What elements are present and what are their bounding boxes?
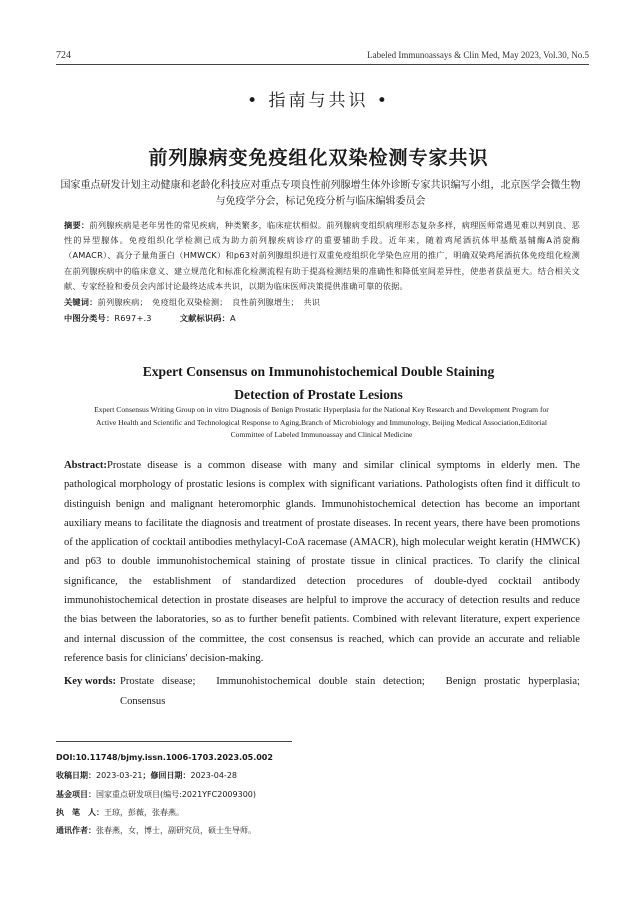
chinese-keywords (64, 294, 580, 310)
fund-value: 国家重点研发项目(编号:2021YFC2009300) (96, 789, 256, 799)
corresponding-value: 张春燕，女，博士，副研究员，硕士生导师。 (96, 826, 256, 836)
clc-label: 中图分类号： (64, 313, 115, 324)
chinese-abstract (64, 218, 580, 294)
chinese-abstract-text: 前列腺疾病是老年男性的常见疾病，种类繁多，临床症状相似。前列腺病变组织病理形态复杂多样，病理医师常遇见难以判别良、恶性的异型腺体。免疫组织化学检测已成为助力前列腺疾病诊疗的重要辅助手段。近年来，随着鸡尾酒抗体甲基酰基辅酶A消旋酶（AMACR）、高分子量角蛋白（HMWCK）和p63对前列腺组织进行双重免疫组织化学染色应用的推广，明确双染鸡尾酒抗体免疫组化检测在前列腺疾病中的临床意义、建立规范化和标准化检测流程有助于提高检测结果的准确性和降低室间差异性，使患者获益更大。结合相关文献、专家经验和委员会内部讨论最终达成本共识，以期为临床医师决策提供准确可靠的依据。 (64, 220, 580, 291)
section-tag: • 指南与共识 • (247, 91, 390, 111)
received-label: 收稿日期： (56, 771, 96, 781)
journal-running-header: Labeled Immunoassays & Clin Med, May 2023, Vol.30, No.5 (367, 50, 589, 60)
english-keywords-text: Prostate disease; Immunohistochemical double stain detection; Benign prostatic hyperplasia; Consensus (120, 676, 591, 707)
writers-line (56, 804, 273, 822)
footnotes (56, 749, 273, 840)
page-number: 724 (56, 50, 71, 61)
footnote-rule (56, 741, 292, 742)
clc-value: R697+.3 (114, 313, 152, 324)
fund-label: 基金项目： (56, 789, 96, 799)
english-abstract-text: Prostate disease is a common disease with many and similar clinical symptoms in elderly men. The pathological morphology of prostatic lesions is complex with significant variations. Pathologists often find it difficult to distinguish benign and malignant heteromorphic glands. Immunohistochemical detection has become an important auxiliary means to facilitate the diagnosis and treatment of prostate diseases. In recent years, there have been promotions of the application of cocktail antibodies methylacyl-CoA racemase (AMACR), high molecular weight keratin (HMWCK) and p63 to double immunohistochemical staining of prostate tissue in clinical practices. To clarify the clinical significance, the establishment of standardized detection procedures of double-dyed cocktail antibody immunohistochemical detection in prostate diseases are helpful to improve the accuracy of detection results and reduce the bias between the laboratories, so as to further benefit patients. Combined with relevant literature, expert experience and internal discussion of the committee, the cost consensus is reached, which can provide an accurate and reliable reference basis for clinicians' decision-making. (64, 460, 580, 664)
fund-line (56, 786, 273, 804)
corresponding-label: 通讯作者： (56, 826, 96, 836)
english-keywords (64, 672, 591, 711)
chinese-abstract-block (64, 218, 580, 326)
classification-line (64, 310, 580, 326)
header-rule (56, 64, 589, 65)
english-abstract-label: Abstract: (64, 460, 107, 471)
writers-label: 执 笔 人： (56, 807, 104, 817)
corresponding-line (56, 822, 273, 840)
doc-code-label: 文献标识码： (179, 313, 231, 324)
english-abstract (64, 456, 580, 668)
english-authors: Expert Consensus Writing Group on in vitro Diagnosis of Benign Prostatic Hyperplasia for the National Key Research and Development Program for Active Health and Scientific and Technological Response to Aging,Branch of Microbiology and Immunology, Beijing Medical Association,Editorial Committee of Labeled Immunoassay and Clinical Medicine (94, 405, 549, 440)
chinese-authors: 国家重点研发计划主动健康和老龄化科技应对重点专项良性前列腺增生体外诊断专家共识编写小组，北京医学会微生物与免疫学分会，标记免疫分析与临床编辑委员会 (60, 180, 581, 207)
english-title-line-2: Detection of Prostate Lesions (234, 387, 403, 402)
english-title-line-1: Expert Consensus on Immunohistochemical Double Staining (142, 364, 495, 379)
received-value: 2023-03-21 (96, 771, 143, 781)
english-title (0, 360, 637, 406)
revised-value: 2023-04-28 (190, 771, 237, 781)
english-keywords-label: Key words: (64, 676, 117, 688)
chinese-abstract-label: 摘要： (64, 220, 90, 230)
doi-line: DOI:10.11748/bjmy.issn.1006-1703.2023.05.002 (56, 753, 273, 762)
doc-code-value: A (230, 313, 236, 324)
dates-line (56, 767, 273, 785)
chinese-keywords-text: 前列腺疾病； 免疫组化双染检测； 良性前列腺增生； 共识 (97, 297, 321, 308)
chinese-keywords-label: 关键词： (64, 297, 98, 308)
english-abstract-block (64, 456, 591, 711)
chinese-title: 前列腺病变免疫组化双染检测专家共识 (148, 147, 489, 169)
writers-value: 王琼，彭薇，张春燕。 (104, 807, 184, 817)
revised-label: ；修回日期： (142, 771, 191, 781)
